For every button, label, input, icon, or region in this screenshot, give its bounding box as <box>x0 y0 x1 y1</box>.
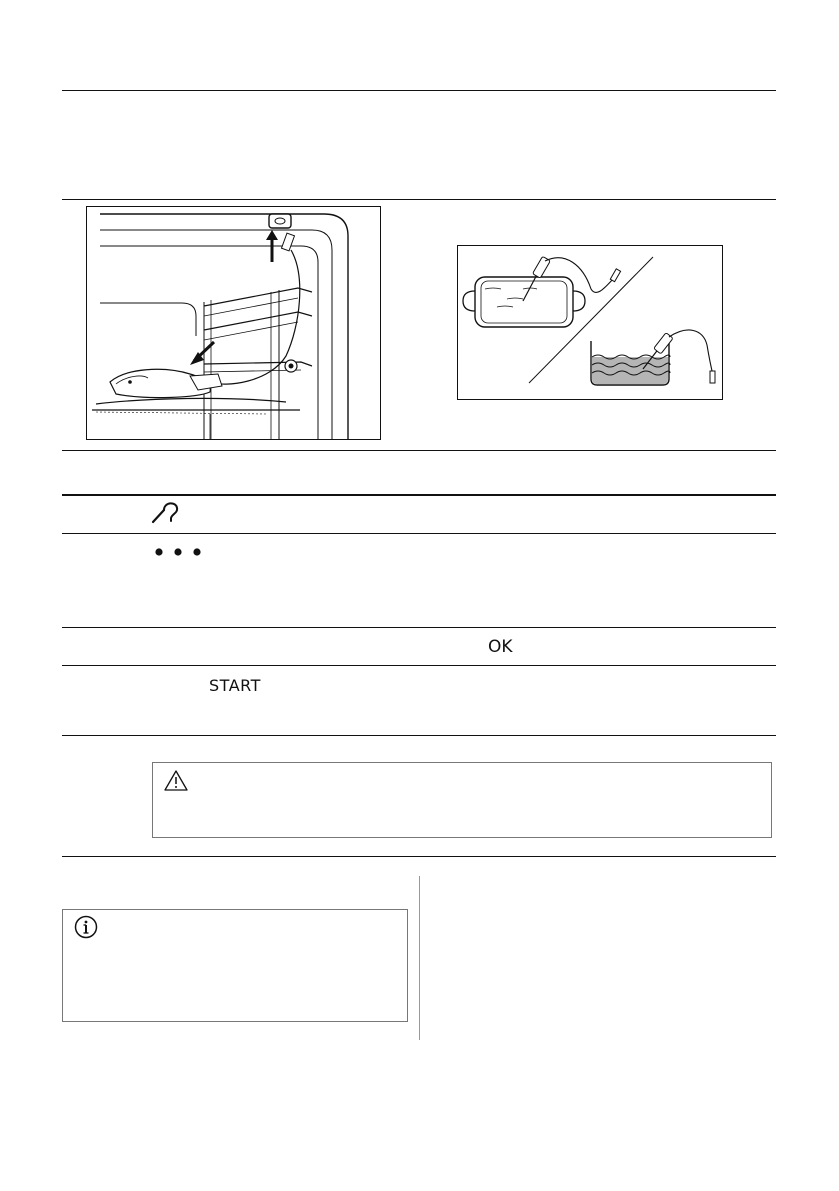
info-box <box>62 909 408 1022</box>
three-dots-icon <box>150 545 206 559</box>
oven-probe-illustration <box>86 206 381 440</box>
table-header-rule <box>62 494 776 496</box>
table-row-rule-3 <box>62 533 776 534</box>
info-icon <box>73 914 99 940</box>
probe-placement-illustration <box>457 245 723 400</box>
table-top-rule <box>62 90 776 91</box>
ok-label: OK <box>488 637 513 657</box>
table-row-rule-5 <box>62 665 776 666</box>
table-row-rule-2 <box>62 450 776 451</box>
table-bottom-rule <box>62 856 776 857</box>
meat-probe-icon <box>150 500 180 526</box>
start-label: START <box>209 676 261 695</box>
column-divider <box>419 876 420 1040</box>
warning-triangle-icon <box>163 769 189 793</box>
table-row-rule-1 <box>62 199 776 200</box>
table-row-rule-6 <box>62 735 776 736</box>
table-row-rule-4 <box>62 627 776 628</box>
warning-box <box>152 762 772 838</box>
